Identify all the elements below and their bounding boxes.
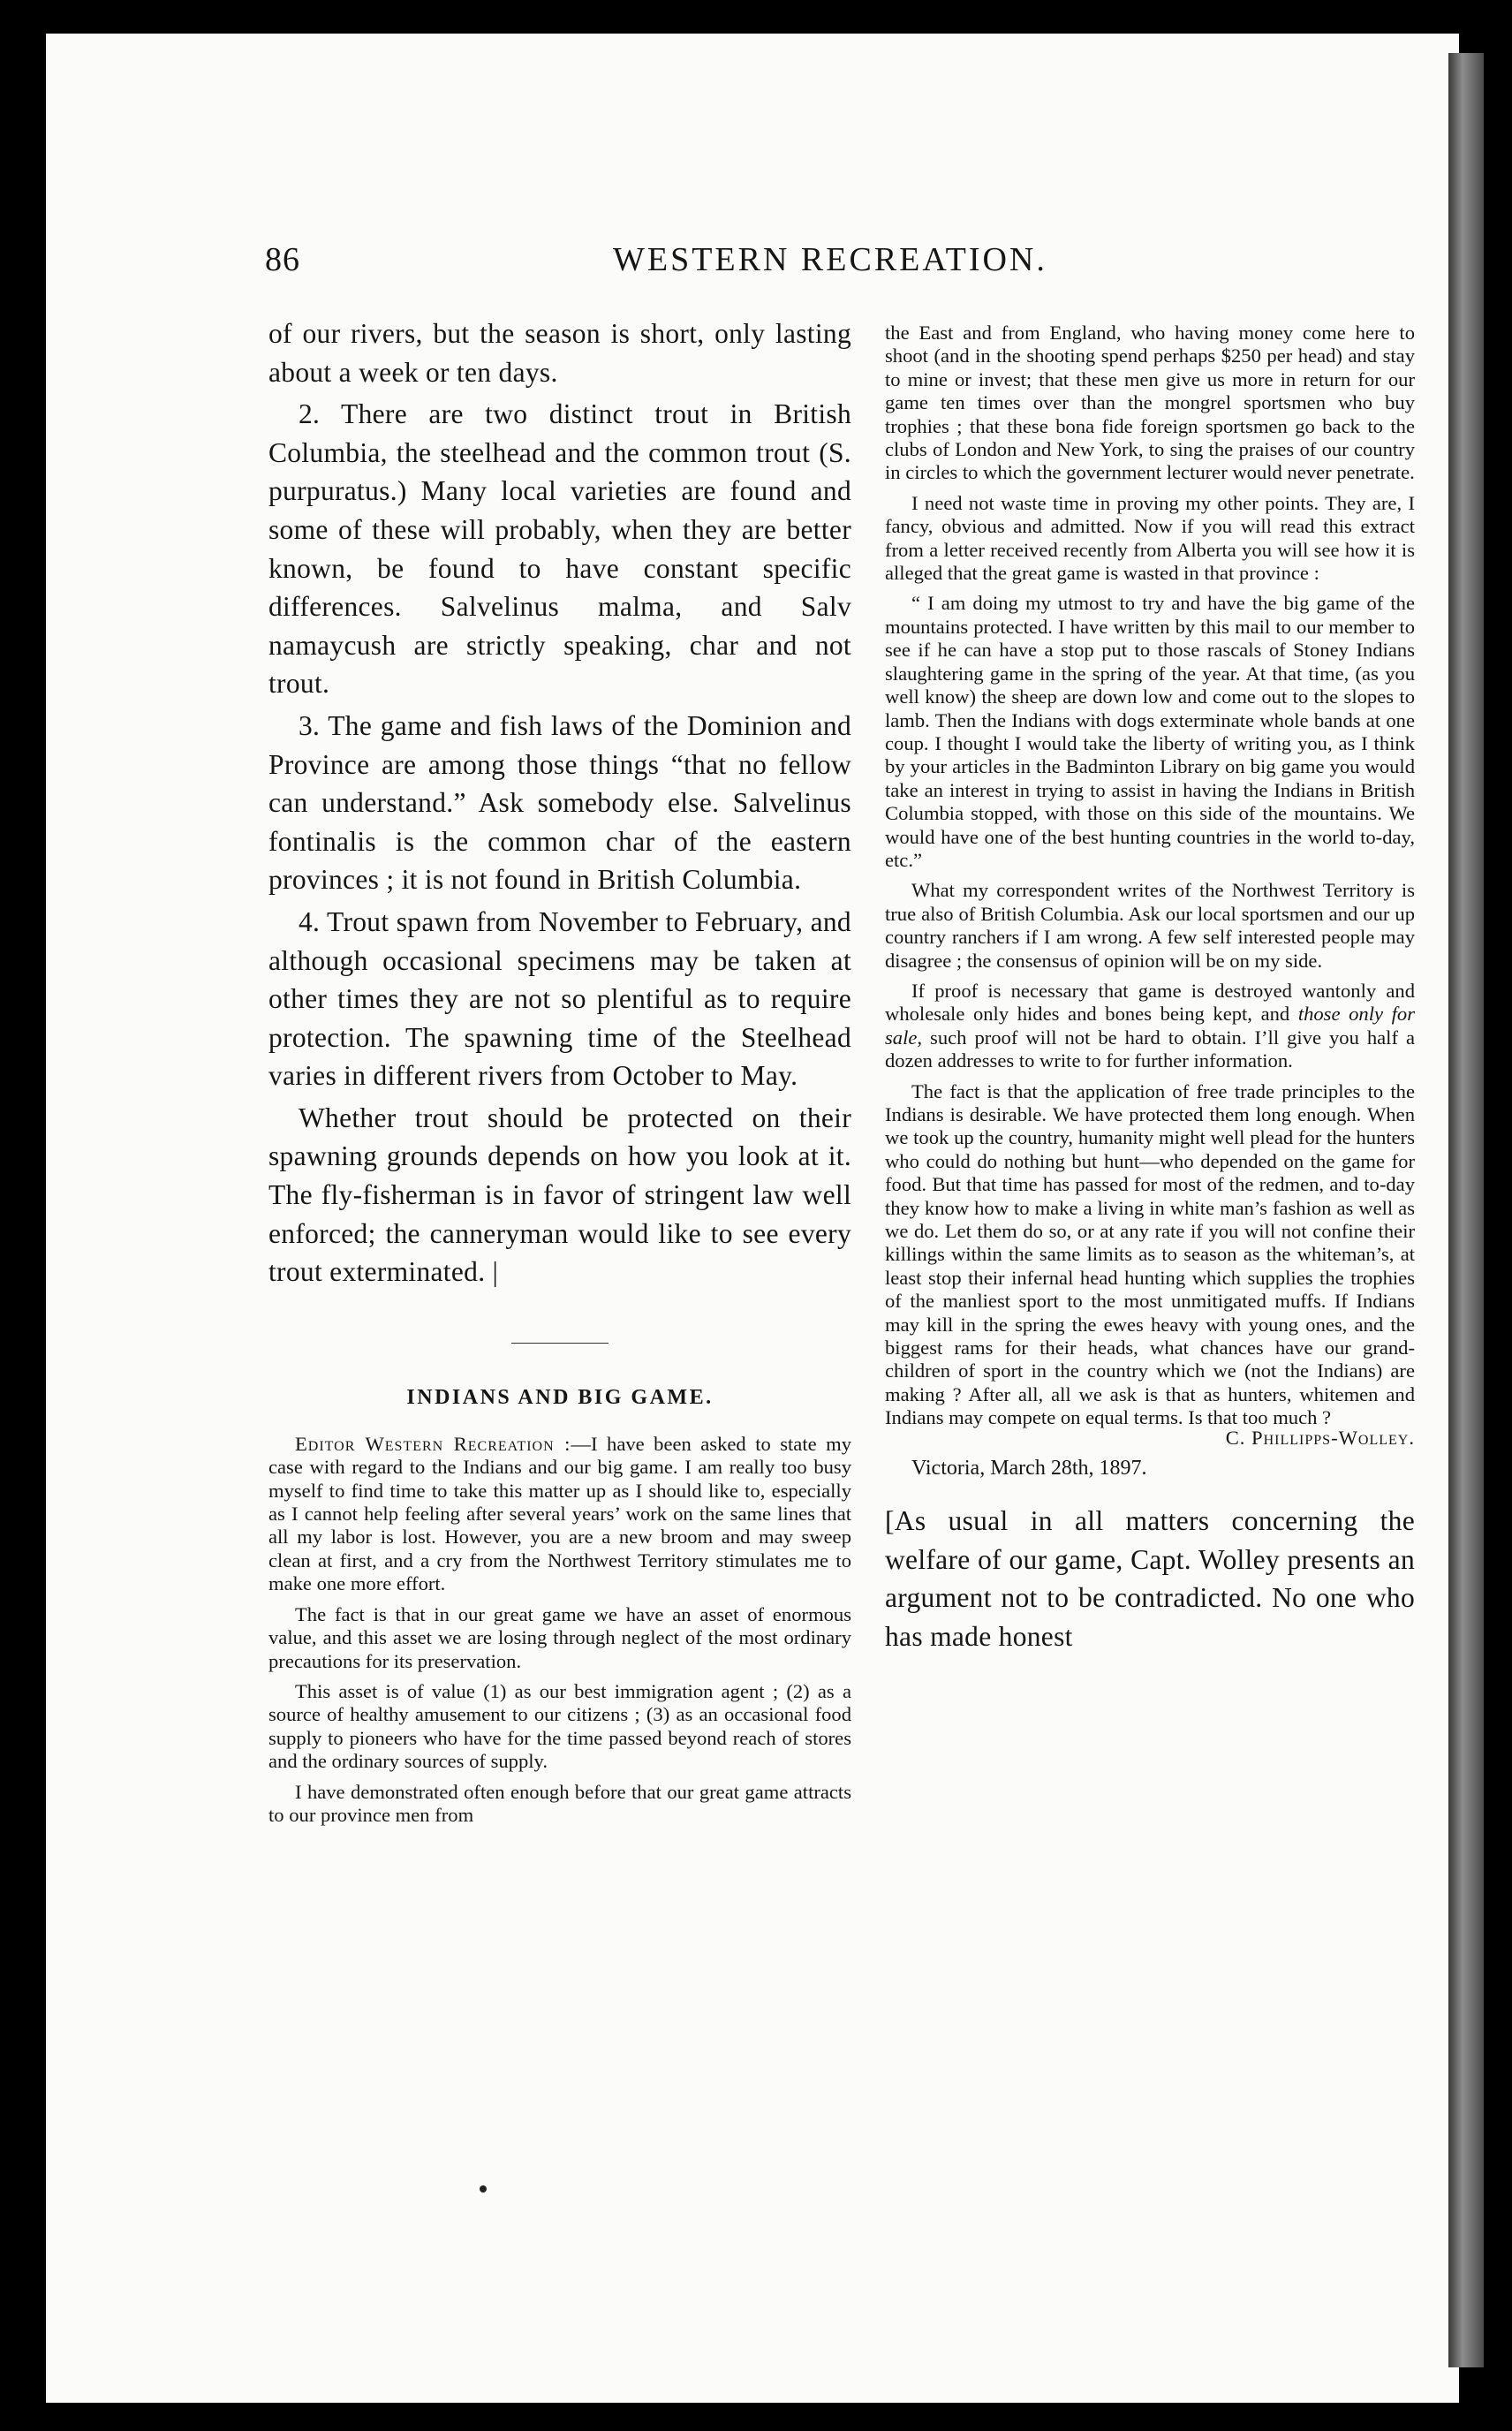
dateline: Victoria, March 28th, 1897. — [911, 1457, 1147, 1481]
letter-paragraph-value: This asset is of value (1) as our best immigration agent ; (2) as a source of healthy amusement to our citizens ; (3) as an occasional food supply to pioneers who have for the time passed beyond reach of stores and the ordinary sources of supply. — [268, 1679, 851, 1773]
quoted-letter: “ I am doing my utmost to try and have the big game of the mountains protected. I have written by this mail to our member to see if he can have a stop put to those rascals of Stoney Indians slaughtering game in the spring of the year. At that time, (as you well know) the sheep are down low and come out to the slopes to lamb. Then the Indians with dogs exterminate whole bands at one coup. I thought I would take the liberty of writing you, as I think by your articles in the Badminton Library on big game you would take an interest in trying to assist in having the Indians in British Columbia stopped, with those on this side of the mountains. We would have one of the best hunting countries in the world to-day, etc.” — [885, 592, 1415, 871]
free-trade-text: The fact is that the application of free trade principles to the Indians is desirable. We have protected them long enough. When we took up the country, humanity might well plead for the hunters who could do nothing but hunt—who depended on the game for food. But that time has passed for most of the redmen, and to-day they know how to make a living in white man’s fashion as well as we do. Let them do so, or at any rate if you will not confine their killings within the same limits as to season as the whiteman’s, at least stop their infernal head hunting which supplies the trophies of the manliest sport to the most unmitigated muffs. If Indians may kill in the spring the ewes heavy with young ones, and the biggest rams for their heads, what chances have our grand-children of sport in the country which we (not the Indians) are making ? After all, all we ask is that as hunters, whitemen and Indians may compete on equal terms. Is that too much ? — [885, 1079, 1415, 1429]
running-title: WESTERN RECREATION. — [613, 241, 1047, 278]
paragraph-protection: Whether trout should be protected on their spawning grounds depends on how you look at it. The fly-fisherman is in favor of stringent law well enforced; the canneryman would like to see every trout exterminated. | — [268, 1102, 851, 1288]
ink-dot — [480, 2185, 487, 2192]
letter-paragraph-asset: The fact is that in our great game we have an asset of enormous value, and this asset we are losing through neglect of the most ordinary precautions for its preservation. — [268, 1602, 851, 1672]
editor-note: [As usual in all matters concerning the welfare of our game, Capt. Wolley presents an argument not to be contradicted. No one who has made honest — [885, 1505, 1415, 1652]
proof-text-before: If proof is necessary that game is destroyed wantonly and wholesale only hides and bones being kept, and — [885, 979, 1415, 1026]
section-title: INDIANS AND BIG GAME. — [406, 1385, 714, 1409]
proof-text-italic: those only for sale, — [885, 1003, 1415, 1049]
paragraph-trout-species: 2. There are two distinct trout in British Columbia, the steelhead and the common trout (S. purpuratus.) Many local varieties are found and some of these will probably, when they are better known, be found to have constant specific differences. Salvelinus malma, and Salv namaycush are strictly speaking, char and not trout. — [268, 398, 851, 700]
page-number: 86 — [265, 241, 300, 278]
section-divider — [511, 1343, 609, 1344]
paragraph-continuation: the East and from England, who having money come here to shoot (and in the shooting spend perhaps $250 per head) and stay to mine or invest; that these men give us more in return for our game ten times over than the mongrel sportsmen who buy trophies ; that these bona fide foreign sportsmen go back to the clubs of London and New York, to sing the praises of our country in circles to which the government lecturer would never penetrate. — [885, 322, 1415, 484]
paragraph-correspondent: What my correspondent writes of the Northwest Territory is true also of British Columbia. Ask our local sportsmen and our up country ranchers if I am wrong. A few self interested people may disagree ; the consensus of opinion will be on my side. — [885, 879, 1415, 972]
letter-opening-text: —I have been asked to state my case with regard to the Indians and our big game. I am really too busy myself to find time to take this matter up as I should like to, especially as I cannot help feeling after several years’ work on the same lines that all my labor is lost. However, you are a new broom and may sweep clean at first, and a cry from the Northwest Territory stimulates me to make one more effort. — [268, 1432, 851, 1595]
left-column — [268, 314, 851, 1834]
book-spine-edge — [1448, 53, 1484, 2367]
paragraph-points: I need not waste time in proving my other points. They are, I fancy, obvious and admitted. Now if you will read this extract from a letter received recently from Alberta you will see how it is alleged that the great game is wasted in that province : — [885, 491, 1415, 585]
paragraph-proof — [885, 980, 1415, 1073]
proof-text-after: such proof will not be hard to obtain. I’ll give you half a dozen addresses to write to for further information. — [885, 1026, 1415, 1072]
signature: C. Phillipps-Wolley. — [1225, 1426, 1415, 1449]
paragraph-game-laws: 3. The game and fish laws of the Dominion and Province are among those things “that no fellow can understand.” Ask somebody else. Salvelinus fontinalis is the common char of the eastern provinces ; it is not found in British Columbia. — [268, 709, 851, 896]
paragraph-spawning: 4. Trout spawn from November to February, and although occasional specimens may be taken at other times they are not so plentiful as to require protection. The spawning time of the Steelhead varies in different rivers from October to May. — [268, 905, 851, 1092]
salutation: Editor Western Recreation : — [295, 1432, 571, 1455]
page — [46, 34, 1459, 2403]
right-column — [885, 322, 1415, 1655]
page-header — [46, 240, 1459, 293]
letter-paragraph-demonstrated: I have demonstrated often enough before that our great game attracts to our province men from — [268, 1780, 851, 1826]
letter-opening — [268, 1433, 851, 1596]
paragraph-rivers: of our rivers, but the season is short, only lasting about a week or ten days. — [268, 318, 851, 388]
paragraph-free-trade — [885, 1080, 1415, 1450]
